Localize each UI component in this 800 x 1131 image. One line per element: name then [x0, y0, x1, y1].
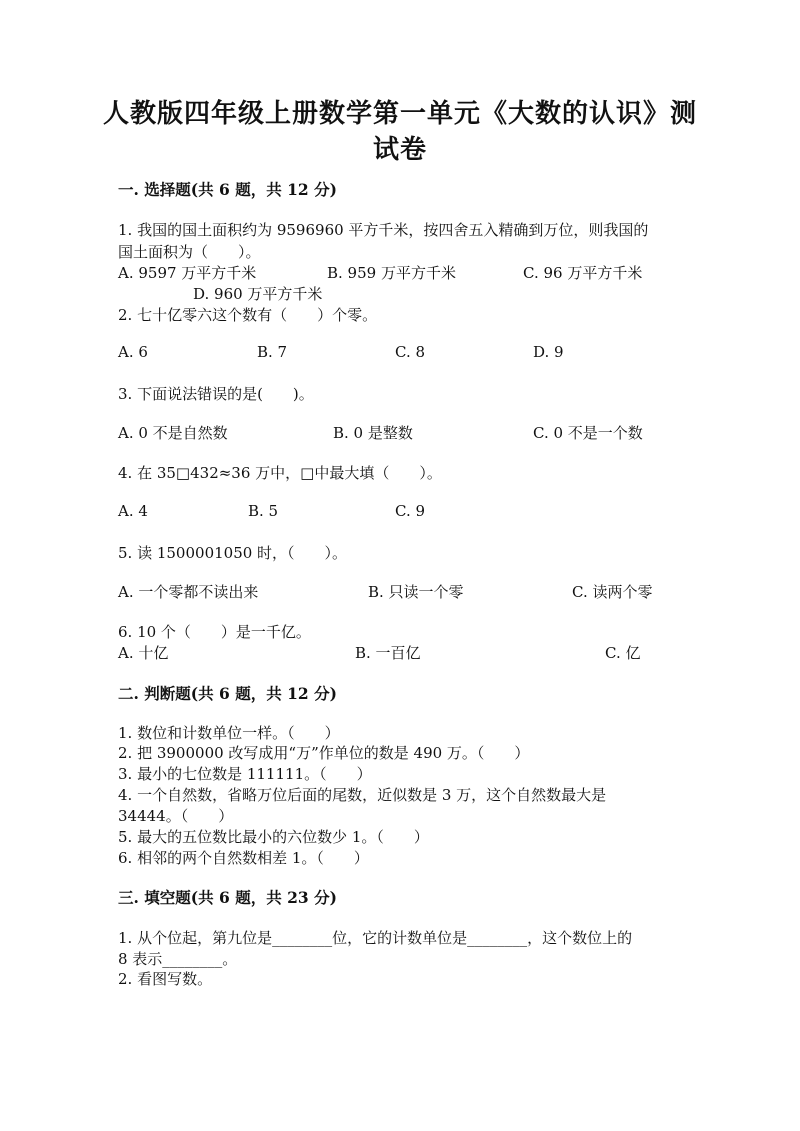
page-title [100, 96, 700, 168]
question-1-option-b: B. 959 万平方千米 [327, 264, 456, 282]
question-5-option-a: A. 一个零都不读出来 [118, 583, 259, 601]
question-3-option-c: C. 0 不是一个数 [533, 424, 643, 442]
section-heading-true-false: 二. 判断题(共 6 题，共 12 分) [118, 684, 337, 703]
question-1-option-c: C. 96 万平方千米 [523, 264, 643, 282]
fill-question-1-line-1: 1. 从个位起，第九位是________位，它的计数单位是________，这个数位上的 [118, 929, 633, 947]
question-2-option-b: B. 7 [257, 343, 288, 361]
question-5-option-c: C. 读两个零 [572, 583, 653, 601]
question-2-option-a: A. 6 [118, 343, 148, 361]
question-1-line-2: 国土面积为（ ）。 [118, 243, 261, 261]
question-4-line-1: 4. 在 35□432≈36 万中，□中最大填（ ）。 [118, 464, 442, 482]
tf-question-5: 5. 最大的五位数比最小的六位数少 1。（ ） [118, 828, 429, 846]
tf-question-1: 1. 数位和计数单位一样。（ ） [118, 724, 340, 742]
tf-question-4-line-2: 34444。（ ） [118, 807, 234, 825]
question-4-option-a: A. 4 [118, 502, 148, 520]
tf-question-2: 2. 把 3900000 改写成用“万”作单位的数是 490 万。（ ） [118, 744, 530, 762]
fill-question-2: 2. 看图写数。 [118, 970, 213, 988]
question-3-option-b: B. 0 是整数 [333, 424, 413, 442]
question-5-option-b: B. 只读一个零 [368, 583, 464, 601]
tf-question-4-line-1: 4. 一个自然数，省略万位后面的尾数，近似数是 3 万，这个自然数最大是 [118, 786, 607, 804]
fill-question-1-line-2: 8 表示________。 [118, 950, 238, 968]
question-3-line-1: 3. 下面说法错误的是( )。 [118, 385, 314, 403]
question-2-line-1: 2. 七十亿零六这个数有（ ）个零。 [118, 306, 378, 324]
question-6-option-c: C. 亿 [605, 644, 641, 662]
question-1-line-1: 1. 我国的国土面积约为 9596960 平方千米，按四舍五入精确到万位，则我国的 [118, 221, 649, 239]
tf-question-3: 3. 最小的七位数是 111111。（ ） [118, 765, 372, 783]
question-4-option-c: C. 9 [395, 502, 426, 520]
question-3-option-a: A. 0 不是自然数 [118, 424, 228, 442]
question-6-option-b: B. 一百亿 [355, 644, 421, 662]
question-1-option-a: A. 9597 万平方千米 [118, 264, 257, 282]
question-2-option-c: C. 8 [395, 343, 426, 361]
tf-question-6: 6. 相邻的两个自然数相差 1。（ ） [118, 849, 369, 867]
question-1-option-d: D. 960 万平方千米 [193, 285, 323, 303]
title-line-2: 试卷 [372, 135, 427, 165]
question-6-option-a: A. 十亿 [118, 644, 169, 662]
question-5-line-1: 5. 读 1500001050 时，（ ）。 [118, 544, 348, 562]
question-4-option-b: B. 5 [248, 502, 279, 520]
section-heading-multiple-choice: 一. 选择题(共 6 题，共 12 分) [118, 180, 337, 199]
question-2-option-d: D. 9 [533, 343, 564, 361]
question-6-line-1: 6. 10 个（ ）是一千亿。 [118, 623, 311, 641]
title-line-1: 人教版四年级上册数学第一单元《大数的认识》测 [102, 99, 697, 129]
section-heading-fill-in: 三. 填空题(共 6 题，共 23 分) [118, 888, 337, 907]
